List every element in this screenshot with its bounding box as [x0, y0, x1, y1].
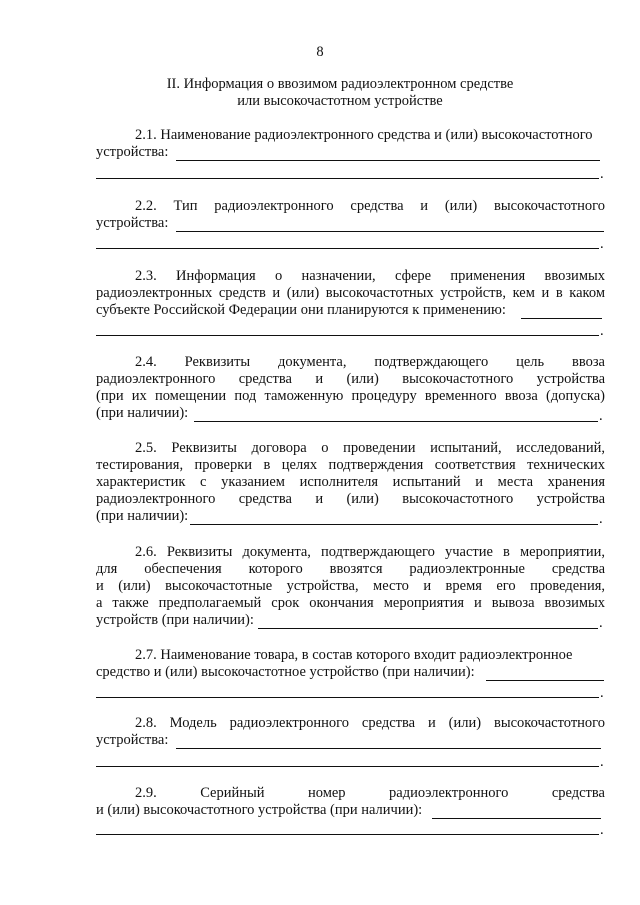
item-2-6-field[interactable]	[258, 628, 598, 629]
item-2-7-field-2[interactable]	[96, 697, 599, 698]
item-2-1-line-2: устройства:	[96, 144, 169, 160]
item-2-9-end-dot: .	[600, 822, 604, 838]
item-2-7-end-dot: .	[600, 685, 604, 701]
item-2-6-line-4: а также предполагаемый срок окончания мероприятия и вывоза ввозимых	[96, 595, 605, 611]
item-2-8-line-1: 2.8. Модель радиоэлектронного средства и (или) высокочастотного	[135, 715, 605, 731]
item-2-5-field[interactable]	[190, 524, 598, 525]
section-title-line-2: или высокочастотном устройстве	[237, 93, 443, 109]
item-2-3-line-3: субъекте Российской Федерации они планируются к применению:	[96, 302, 506, 318]
item-2-1-field[interactable]	[176, 160, 600, 161]
item-2-4-line-4: (при наличии):	[96, 405, 189, 421]
item-2-7-line-1: 2.7. Наименование товара, в состав которого входит радиоэлектронное	[135, 647, 573, 663]
item-2-8-line-2: устройства:	[96, 732, 169, 748]
item-2-9-line-2: и (или) высокочастотного устройства (при наличии):	[96, 802, 423, 818]
item-2-8-field-2[interactable]	[96, 766, 599, 767]
item-2-4-field[interactable]	[194, 421, 598, 422]
item-2-4-line-2: радиоэлектронного средства и (или) высокочастотного устройства	[96, 371, 605, 387]
item-2-1-line-1: 2.1. Наименование радиоэлектронного средства и (или) высокочастотного	[135, 127, 593, 143]
item-2-9-line-1: 2.9. Серийный номер радиоэлектронного средства	[135, 785, 605, 801]
item-2-6-line-3: и (или) высокочастотные устройства, место и время его проведения,	[96, 578, 605, 594]
item-2-8-end-dot: .	[600, 754, 604, 770]
page-number: 8	[316, 44, 324, 60]
item-2-8-field[interactable]	[176, 748, 601, 749]
item-2-5-line-2: тестирования, проверки в целях подтверждения соответствия технических	[96, 457, 605, 473]
item-2-2-end-dot: .	[600, 236, 604, 252]
item-2-3-field-2[interactable]	[96, 335, 599, 336]
item-2-3-line-1: 2.3. Информация о назначении, сфере применения ввозимых	[135, 268, 605, 284]
item-2-9-field-2[interactable]	[96, 834, 599, 835]
item-2-4-end-dot: .	[599, 408, 603, 424]
item-2-6-line-2: для обеспечения которого ввозятся радиоэлектронные средства	[96, 561, 605, 577]
item-2-1-field-2[interactable]	[96, 178, 599, 179]
item-2-5-line-4: радиоэлектронного средства и (или) высокочастотного устройства	[96, 491, 605, 507]
item-2-7-line-2: средство и (или) высокочастотное устройство (при наличии):	[96, 664, 475, 680]
item-2-5-line-5: (при наличии):	[96, 508, 189, 524]
item-2-6-line-5: устройств (при наличии):	[96, 612, 254, 628]
section-title-line-1: II. Информация о ввозимом радиоэлектронном средстве	[166, 76, 514, 92]
item-2-3-field[interactable]	[521, 318, 602, 319]
item-2-2-field[interactable]	[176, 231, 604, 232]
item-2-6-end-dot: .	[599, 615, 603, 631]
item-2-1-end-dot: .	[600, 166, 604, 182]
item-2-2-field-2[interactable]	[96, 248, 599, 249]
item-2-4-line-1: 2.4. Реквизиты документа, подтверждающего цель ввоза	[135, 354, 605, 370]
item-2-4-line-3: (при их помещении под таможенную процедуру временного ввоза (допуска)	[96, 388, 605, 404]
item-2-5-line-3: характеристик с указанием исполнителя испытаний и места хранения	[96, 474, 605, 490]
item-2-5-end-dot: .	[599, 511, 603, 527]
item-2-5-line-1: 2.5. Реквизиты договора о проведении испытаний, исследований,	[135, 440, 605, 456]
item-2-3-end-dot: .	[600, 323, 604, 339]
section-title	[0, 76, 640, 110]
item-2-7-field[interactable]	[486, 680, 604, 681]
item-2-3-line-2: радиоэлектронных средств и (или) высокочастотных устройств, кем и в каком	[96, 285, 605, 301]
item-2-6-line-1: 2.6. Реквизиты документа, подтверждающего участие в мероприятии,	[135, 544, 605, 560]
item-2-2-line-2: устройства:	[96, 215, 169, 231]
item-2-9-field[interactable]	[432, 818, 601, 819]
item-2-2-line-1: 2.2. Тип радиоэлектронного средства и (или) высокочастотного	[135, 198, 605, 214]
